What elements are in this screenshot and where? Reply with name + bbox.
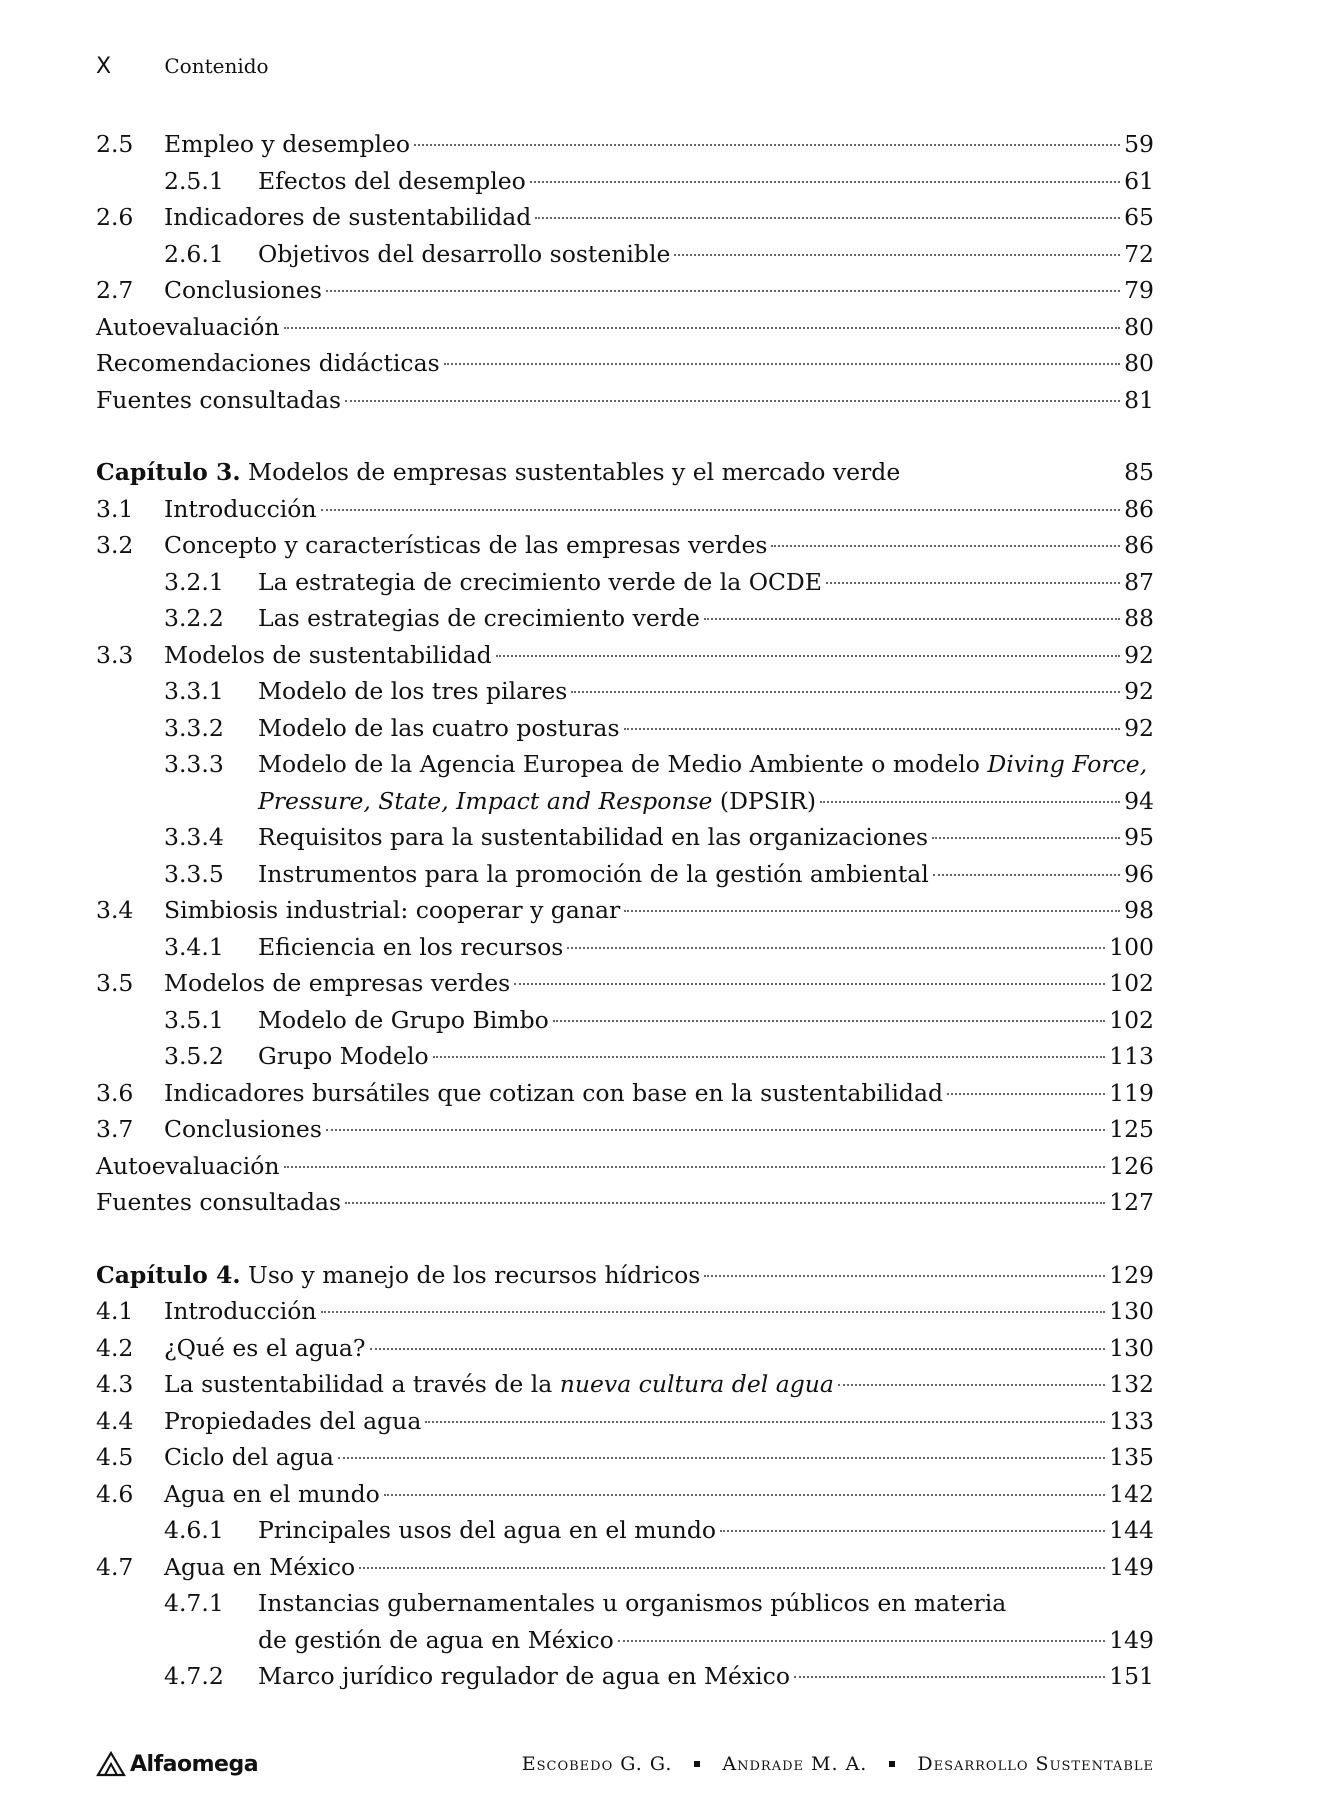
toc-entry-title: Instrumentos para la promoción de la gestión ambiental: [258, 859, 929, 888]
toc-entry-title: Ciclo del agua: [164, 1443, 334, 1471]
toc-entry: [96, 965, 1154, 1002]
section-number: 2.7: [96, 276, 134, 304]
toc-entry: [96, 783, 1154, 820]
section-number: 3.2: [96, 531, 134, 559]
section-number: 3.6: [96, 1078, 134, 1107]
toc-entry: [96, 1512, 1154, 1549]
dot-leader: [425, 1421, 1105, 1423]
page-number: 79: [1124, 276, 1154, 304]
section-number: 2.5: [96, 130, 134, 158]
dot-leader: [704, 1275, 1105, 1277]
toc-entry-title: Principales usos del agua en el mundo: [258, 1516, 717, 1544]
page-number: 72: [1124, 239, 1154, 268]
toc-entry: [96, 564, 1154, 601]
toc-entry-title: Marco jurídico regulador de agua en México: [258, 1662, 790, 1690]
toc-entry-title: Autoevaluación: [96, 1151, 280, 1180]
dot-leader: [444, 363, 1120, 365]
dot-leader: [345, 400, 1120, 402]
author-2: Andrade M. A.: [722, 1753, 868, 1775]
page-number: 125: [1109, 1115, 1154, 1143]
toc-entry-title: Modelos de sustentabilidad: [164, 640, 492, 669]
page-number: 130: [1109, 1333, 1154, 1362]
dot-leader: [326, 1129, 1105, 1131]
dot-leader: [433, 1056, 1106, 1058]
toc-entry-title: Requisitos para la sustentabilidad en las organizaciones: [258, 823, 929, 851]
dot-leader: [338, 1457, 1105, 1459]
page-number: 95: [1124, 823, 1154, 851]
dot-leader: [530, 181, 1120, 183]
toc-entry-title: Recomendaciones didácticas: [96, 349, 440, 377]
page-number: 129: [1109, 1260, 1154, 1289]
toc-entry: [96, 382, 1154, 419]
dot-leader: [567, 947, 1105, 949]
subsection-number: 3.3.5: [164, 859, 224, 888]
toc-entry: [96, 236, 1154, 273]
page-number: 80: [1124, 312, 1154, 341]
chapter-label: Capítulo 3.: [96, 458, 241, 486]
subsection-number: 3.2.1: [164, 567, 224, 596]
toc-entry-title: Indicadores bursátiles que cotizan con base en la sustentabilidad: [164, 1078, 944, 1107]
toc-entry: [96, 272, 1154, 309]
toc-entry-title: Introducción: [164, 494, 317, 523]
section-number: 3.7: [96, 1115, 134, 1143]
toc-entry: [96, 600, 1154, 637]
dot-leader: [284, 1166, 1106, 1168]
toc-entry: [96, 1658, 1154, 1695]
separator: [694, 1761, 700, 1767]
dot-leader: [321, 509, 1121, 511]
page-number: 85: [1124, 458, 1154, 486]
toc-entry: [96, 637, 1154, 674]
toc-entry-title: La sustentabilidad a través de la nueva cultura del agua: [164, 1370, 834, 1398]
toc-entry: [96, 929, 1154, 966]
page-number: 81: [1124, 385, 1154, 414]
section-title: Contenido: [164, 54, 269, 78]
page-number: 87: [1124, 567, 1154, 596]
page-number: 126: [1109, 1151, 1154, 1180]
dot-leader: [553, 1020, 1105, 1022]
toc-entry-title: Objetivos del desarrollo sostenible: [258, 239, 671, 268]
subsection-number: 3.3.2: [164, 713, 224, 742]
section-number: 4.6: [96, 1479, 134, 1508]
toc-entry: [96, 1439, 1154, 1476]
toc-entry: [96, 345, 1154, 382]
page-number: 144: [1109, 1516, 1154, 1544]
toc-entry-title: Agua en México: [164, 1552, 356, 1581]
subsection-number: 3.3.1: [164, 677, 224, 705]
subsection-number: 4.7.2: [164, 1662, 224, 1690]
section-number: 4.3: [96, 1370, 134, 1398]
toc-entry-title: de gestión de agua en México: [258, 1625, 614, 1654]
dot-leader: [674, 254, 1120, 256]
dot-leader: [284, 327, 1121, 329]
toc-entry: [96, 1293, 1154, 1330]
toc-entry-title: Instancias gubernamentales u organismos públicos en materia: [258, 1589, 1007, 1617]
section-number: 4.2: [96, 1333, 134, 1362]
page-number: 80: [1124, 349, 1154, 377]
dot-leader: [704, 618, 1120, 620]
page-number: 92: [1124, 713, 1154, 742]
toc-entry: [96, 454, 1154, 491]
toc-entry-title: Eficiencia en los recursos: [258, 932, 564, 961]
page-number: 92: [1124, 640, 1154, 669]
page-number: 132: [1109, 1370, 1154, 1398]
dot-leader: [947, 1093, 1105, 1095]
toc-entry: [96, 1476, 1154, 1513]
page-number: 102: [1109, 969, 1154, 997]
page-number: 92: [1124, 677, 1154, 705]
toc-entry-title: Fuentes consultadas: [96, 385, 342, 414]
page-number: 94: [1124, 786, 1154, 815]
toc-entry-title: Fuentes consultadas: [96, 1188, 342, 1216]
dot-leader: [514, 983, 1105, 985]
toc-entry-title: Autoevaluación: [96, 312, 280, 341]
toc-entry: [96, 1403, 1154, 1440]
dot-leader: [571, 691, 1120, 693]
section-number: 4.7: [96, 1552, 134, 1581]
toc-entry: [96, 746, 1154, 783]
toc-entry-title: Introducción: [164, 1297, 317, 1325]
toc-entry: [96, 1257, 1154, 1294]
toc-entry: [96, 527, 1154, 564]
subsection-number: 3.3.3: [164, 750, 224, 778]
page-number: 96: [1124, 859, 1154, 888]
toc-entry: [96, 1549, 1154, 1586]
toc-entry-title: Empleo y desempleo: [164, 130, 411, 158]
toc-entry: [96, 673, 1154, 710]
toc-entry: [96, 491, 1154, 528]
toc-entry-title: Capítulo 4. Uso y manejo de los recursos hídricos: [96, 1260, 701, 1289]
page-number: 59: [1124, 130, 1154, 158]
toc-entry: [96, 892, 1154, 929]
dot-leader: [326, 290, 1120, 292]
toc-entry: [96, 163, 1154, 200]
section-number: 3.5: [96, 969, 134, 997]
dot-leader: [496, 655, 1120, 657]
toc-entry-title: La estrategia de crecimiento verde de la OCDE: [258, 567, 822, 596]
page-number: 130: [1109, 1297, 1154, 1325]
toc-entry: [96, 199, 1154, 236]
chapter-label: Capítulo 4.: [96, 1260, 241, 1289]
page-number: 98: [1124, 896, 1154, 924]
toc-entry-title: Modelo de las cuatro posturas: [258, 713, 620, 742]
toc-entry-title: Modelo de Grupo Bimbo: [258, 1005, 549, 1034]
page-number: 151: [1109, 1662, 1154, 1690]
toc-entry-title: Grupo Modelo: [258, 1042, 429, 1070]
dot-leader: [826, 582, 1120, 584]
author-1: Escobedo G. G.: [521, 1753, 673, 1775]
toc-entry: [96, 1585, 1154, 1622]
toc-entry-title: Simbiosis industrial: cooperar y ganar: [164, 896, 621, 924]
toc-entry-title: ¿Qué es el agua?: [164, 1333, 366, 1362]
section-number: 4.5: [96, 1443, 134, 1471]
toc-entry-title: Concepto y características de las empresas verdes: [164, 531, 768, 559]
dot-leader: [794, 1676, 1105, 1678]
toc-entry: [96, 710, 1154, 747]
toc-entry: [96, 126, 1154, 163]
page-number: 135: [1109, 1443, 1154, 1471]
toc-entry: [96, 1366, 1154, 1403]
publisher-logo: [96, 1751, 258, 1777]
toc-entry: [96, 1002, 1154, 1039]
subsection-number: 4.6.1: [164, 1516, 224, 1544]
subsection-number: 3.2.2: [164, 604, 224, 632]
table-of-contents: [96, 126, 1154, 1695]
subsection-number: 3.5.2: [164, 1042, 224, 1070]
page-number: 142: [1109, 1479, 1154, 1508]
page-number: 133: [1109, 1406, 1154, 1435]
dot-leader: [838, 1384, 1105, 1386]
section-number: 3.3: [96, 640, 134, 669]
separator: [889, 1761, 895, 1767]
subsection-number: 2.6.1: [164, 239, 224, 268]
dot-leader: [624, 910, 1120, 912]
dot-leader: [370, 1348, 1106, 1350]
page-number: 149: [1109, 1625, 1154, 1654]
book-credits: [522, 1753, 1154, 1775]
toc-entry-title: Conclusiones: [164, 1115, 322, 1143]
toc-entry: [96, 309, 1154, 346]
section-number: 3.4: [96, 896, 134, 924]
toc-entry-title: Pressure, State, Impact and Response (DPSIR): [258, 786, 816, 815]
toc-entry: [96, 856, 1154, 893]
page-number: 113: [1109, 1042, 1154, 1070]
page-folio: X: [96, 54, 112, 79]
subsection-number: 2.5.1: [164, 166, 224, 195]
toc-entry-title: Agua en el mundo: [164, 1479, 380, 1508]
toc-entry-title: Modelos de empresas verdes: [164, 969, 511, 997]
toc-entry-title: Modelo de la Agencia Europea de Medio Ambiente o modelo Diving Force,: [258, 750, 1148, 778]
dot-leader: [321, 1311, 1106, 1313]
page-number: 61: [1124, 166, 1154, 195]
page-number: 102: [1109, 1005, 1154, 1034]
dot-leader: [624, 728, 1121, 730]
subsection-number: 3.5.1: [164, 1005, 224, 1034]
subsection-number: 3.3.4: [164, 823, 224, 851]
running-head: [96, 54, 269, 79]
dot-leader: [535, 217, 1120, 219]
page-number: 100: [1109, 932, 1154, 961]
page-number: 86: [1124, 494, 1154, 523]
toc-entry: [96, 1075, 1154, 1112]
section-number: 4.4: [96, 1406, 134, 1435]
subsection-number: 4.7.1: [164, 1589, 224, 1617]
toc-entry: [96, 1622, 1154, 1659]
dot-leader: [384, 1494, 1105, 1496]
dot-leader: [618, 1640, 1105, 1642]
dot-leader: [933, 874, 1120, 876]
toc-entry: [96, 1330, 1154, 1367]
toc-entry-title: Efectos del desempleo: [258, 166, 526, 195]
page-number: 119: [1109, 1078, 1154, 1107]
dot-leader: [820, 801, 1120, 803]
toc-entry: [96, 1038, 1154, 1075]
page-number: 65: [1124, 203, 1154, 231]
page-number: 88: [1124, 604, 1154, 632]
section-number: 2.6: [96, 203, 134, 231]
page-number: 86: [1124, 531, 1154, 559]
dot-leader: [720, 1530, 1105, 1532]
toc-entry-title: Las estrategias de crecimiento verde: [258, 604, 700, 632]
page-number: 149: [1109, 1552, 1154, 1581]
dot-leader: [359, 1567, 1105, 1569]
dot-leader: [932, 837, 1120, 839]
dot-leader: [345, 1202, 1105, 1204]
section-number: 3.1: [96, 494, 134, 523]
toc-entry: [96, 819, 1154, 856]
toc-entry-title: Capítulo 3. Modelos de empresas sustentables y el mercado verde: [96, 458, 901, 486]
toc-entry: [96, 1148, 1154, 1185]
dot-leader: [414, 144, 1120, 146]
toc-entry: [96, 1111, 1154, 1148]
page-number: 127: [1109, 1188, 1154, 1216]
alfaomega-triangle-icon: [96, 1751, 126, 1777]
toc-entry-title: Conclusiones: [164, 276, 322, 304]
dot-leader: [771, 545, 1120, 547]
publisher-name: Alfaomega: [130, 1751, 259, 1777]
subsection-number: 3.4.1: [164, 932, 224, 961]
toc-entry: [96, 1184, 1154, 1221]
section-number: 4.1: [96, 1297, 134, 1325]
page-footer: [96, 1744, 1154, 1784]
toc-entry-title: Propiedades del agua: [164, 1406, 422, 1435]
toc-entry-title: Modelo de los tres pilares: [258, 677, 568, 705]
toc-entry-title: Indicadores de sustentabilidad: [164, 203, 532, 231]
book-title: Desarrollo Sustentable: [917, 1753, 1154, 1775]
